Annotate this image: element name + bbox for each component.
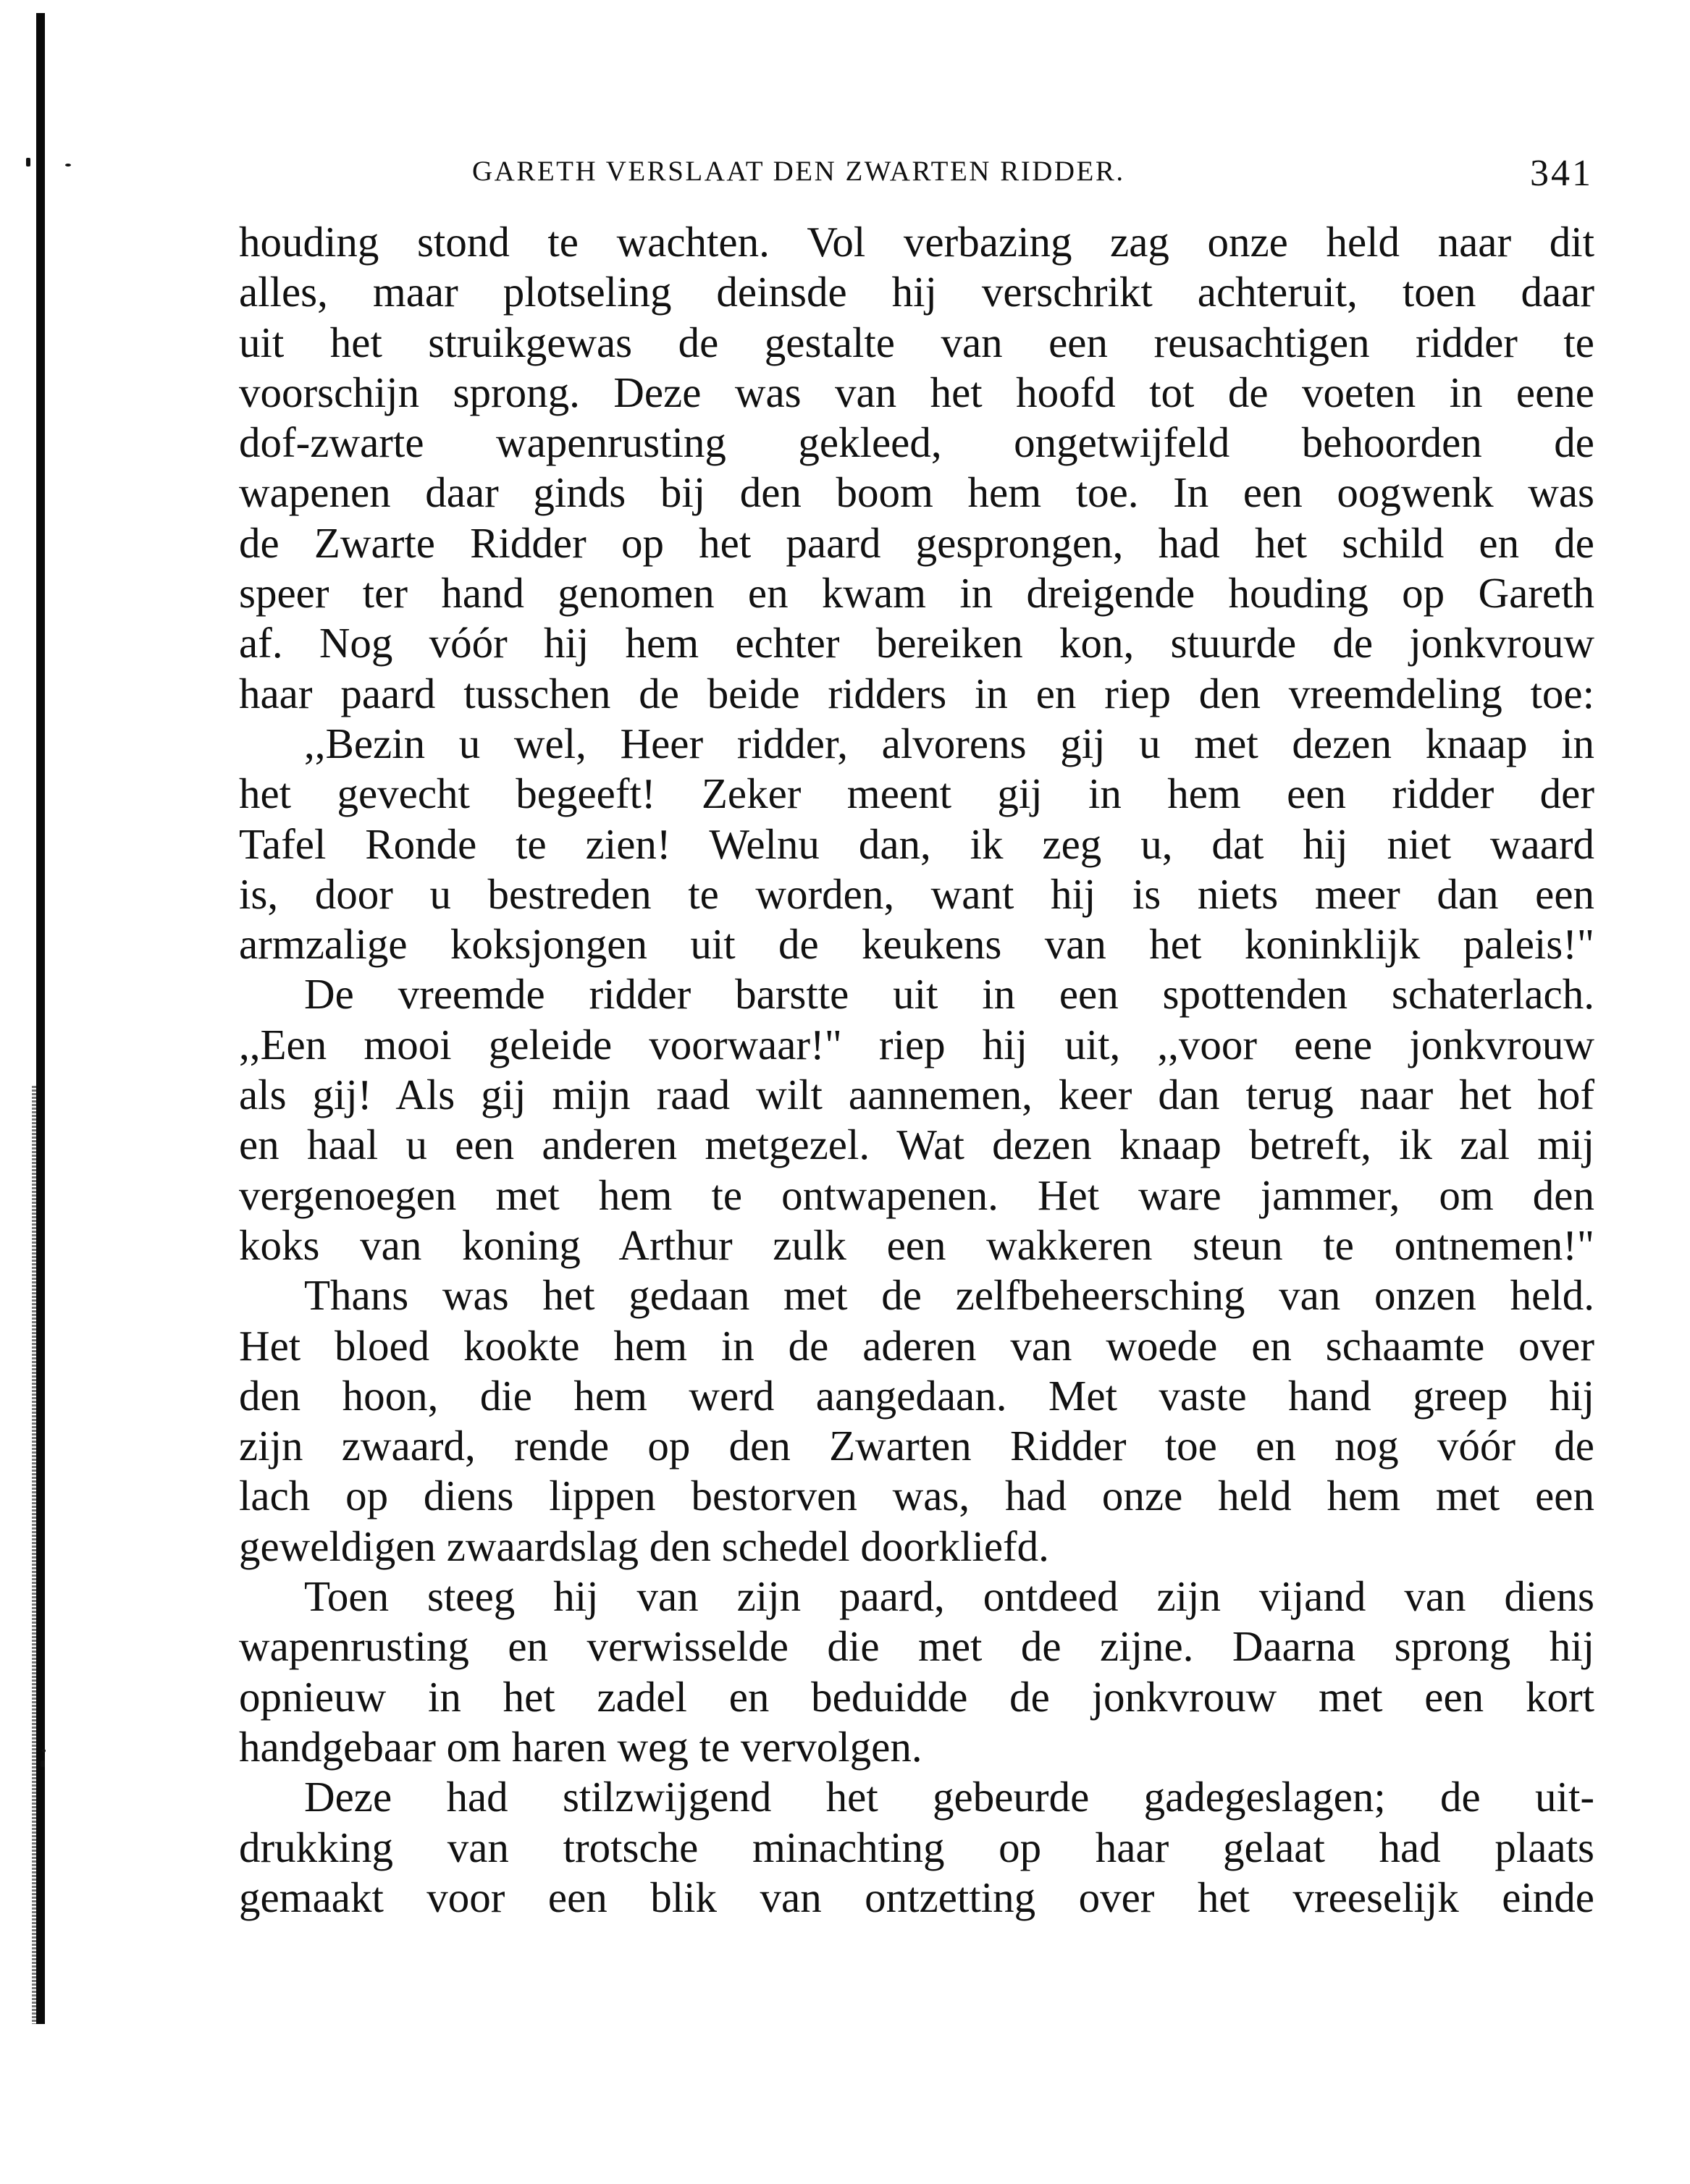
running-head — [239, 155, 1593, 198]
text-line: handgebaar om haren weg te vervolgen. — [239, 1722, 922, 1771]
text-line: houding stond te wachten. Vol verbazing zag onze held naar dit — [239, 218, 1594, 266]
text-line: ,,Bezin u wel, Heer ridder, alvorens gij u met dezen knaap in — [304, 719, 1594, 767]
text-line: zijn zwaard, rende op den Zwarten Ridder toe en nog vóór de — [239, 1422, 1594, 1470]
text-line: geweldigen zwaardslag den schedel doorkliefd. — [239, 1522, 1049, 1570]
text-line: lach op diens lippen bestorven was, had onze held hem met een — [239, 1472, 1594, 1520]
scan-speck — [42, 1749, 46, 1753]
body-text — [239, 217, 1594, 1923]
text-line: den hoon, die hem werd aangedaan. Met vaste hand greep hij — [239, 1371, 1594, 1420]
text-line: Thans was het gedaan met de zelfbeheersching van onzen held. — [304, 1271, 1594, 1320]
text-line: is, door u bestreden te worden, want hij is niets meer dan een — [239, 869, 1594, 918]
text-line: het gevecht begeeft! Zeker meent gij in hem een ridder der — [239, 770, 1594, 818]
scan-speck — [26, 158, 30, 166]
text-line: Tafel Ronde te zien! Welnu dan, ik zeg u, dat hij niet waard — [239, 819, 1594, 868]
text-line: speer ter hand genomen en kwam in dreigende houding op Gareth — [239, 569, 1594, 617]
text-line: vergenoegen met hem te ontwapenen. Het ware jammer, om den — [239, 1171, 1594, 1219]
text-line: De vreemde ridder barstte uit in een spottenden schaterlach. — [304, 970, 1594, 1019]
text-line: als gij! Als gij mijn raad wilt aannemen, keer dan terug naar het hof — [239, 1071, 1594, 1119]
text-line: en haal u een anderen metgezel. Wat dezen knaap betreft, ik zal mij — [239, 1121, 1594, 1169]
scan-speck — [65, 164, 71, 166]
text-line: alles, maar plotseling deinsde hij verschrikt achteruit, toen daar — [239, 268, 1594, 316]
scan-binding-edge — [36, 13, 45, 2024]
running-title: GARETH VERSLAAT DEN ZWARTEN RIDDER. — [472, 156, 1125, 187]
text-line: gemaakt voor een blik van ontzetting over het vreeselijk einde — [239, 1873, 1594, 1921]
text-line: voorschijn sprong. Deze was van het hoofd tot de voeten in eene — [239, 368, 1594, 416]
text-line: Deze had stilzwijgend het gebeurde gadegeslagen; de uit- — [304, 1773, 1594, 1821]
text-line: armzalige koksjongen uit de keukens van het koninklijk paleis!" — [239, 920, 1594, 969]
text-line: ,,Een mooi geleide voorwaar!" riep hij uit, ,,voor eene jonkvrouw — [239, 1020, 1594, 1068]
text-line: haar paard tusschen de beide ridders in en riep den vreemdeling toe: — [239, 669, 1594, 717]
text-line: dof-zwarte wapenrusting gekleed, ongetwijfeld behoorden de — [239, 418, 1594, 467]
text-line: opnieuw in het zadel en beduidde de jonkvrouw met een kort — [239, 1672, 1594, 1721]
scan-speck — [41, 1761, 45, 1767]
text-line: uit het struikgewas de gestalte van een reusachtigen ridder te — [239, 318, 1594, 366]
text-line: drukking van trotsche minachting op haar gelaat had plaats — [239, 1823, 1594, 1871]
scan-binding-shadow — [32, 1086, 36, 2024]
text-line: wapenen daar ginds bij den boom hem toe. In een oogwenk was — [239, 468, 1594, 517]
text-line: koks van koning Arthur zulk een wakkeren steun te ontnemen!" — [239, 1220, 1594, 1269]
text-line: Toen steeg hij van zijn paard, ontdeed zijn vijand van diens — [304, 1572, 1594, 1621]
text-line: de Zwarte Ridder op het paard gesprongen, had het schild en de — [239, 518, 1594, 567]
text-line: Het bloed kookte hem in de aderen van woede en schaamte over — [239, 1321, 1594, 1370]
page-number: 341 — [1530, 153, 1593, 194]
text-line: af. Nog vóór hij hem echter bereiken kon, stuurde de jonkvrouw — [239, 619, 1594, 667]
text-line: wapenrusting en verwisselde die met de zijne. Daarna sprong hij — [239, 1622, 1594, 1671]
